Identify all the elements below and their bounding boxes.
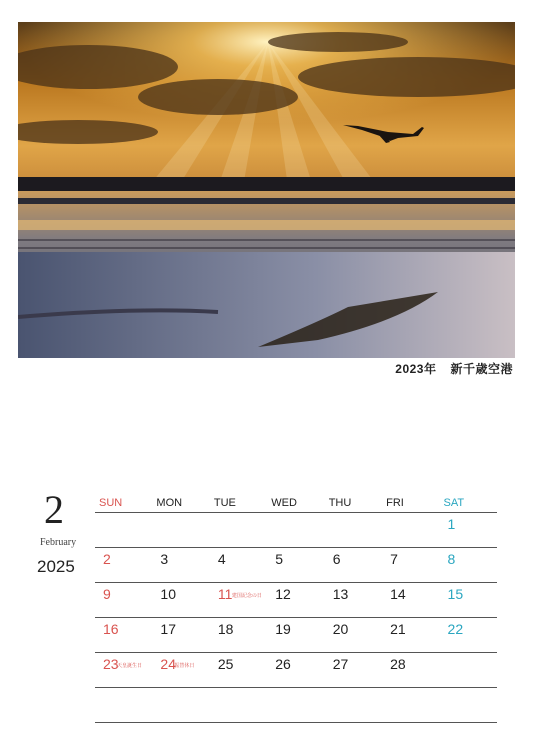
day-cell [210, 513, 267, 547]
day-number: 3 [160, 551, 169, 567]
day-number: 17 [160, 621, 176, 637]
day-cell [325, 688, 382, 722]
day-number: 16 [103, 621, 119, 637]
calendar-week [95, 618, 497, 653]
calendar-week [95, 548, 497, 583]
day-cell [325, 513, 382, 547]
day-cell [210, 583, 267, 617]
day-cell [210, 618, 267, 652]
calendar-grid [95, 494, 497, 723]
weekday-thu: THU [328, 497, 352, 509]
day-cell [152, 618, 209, 652]
weekday-tue: TUE [213, 497, 236, 509]
day-number: 8 [447, 551, 456, 567]
day-number: 24 [160, 656, 176, 672]
day-cell [267, 548, 324, 582]
day-cell [267, 513, 324, 547]
day-number: 5 [275, 551, 284, 567]
day-cell [382, 583, 439, 617]
day-number: 11 [217, 586, 233, 602]
day-number: 26 [275, 656, 291, 672]
day-cell [382, 688, 439, 722]
photo-caption [395, 360, 513, 377]
day-cell [95, 653, 152, 687]
weekday-fri: FRI [386, 497, 404, 509]
holiday-name: 建国記念の日 [231, 593, 262, 599]
day-cell [152, 688, 209, 722]
caption-year: 2023年 [395, 362, 437, 376]
day-cell [267, 653, 324, 687]
weekday-sat: SAT [443, 497, 465, 509]
day-number: 1 [447, 516, 456, 532]
day-cell [325, 653, 382, 687]
day-number: 22 [447, 621, 464, 637]
day-number: 23 [103, 656, 119, 672]
day-cell [95, 513, 152, 547]
day-cell [152, 548, 209, 582]
day-cell [210, 688, 267, 722]
month-number: 2 [44, 487, 64, 532]
day-cell [382, 653, 439, 687]
day-cell [152, 513, 209, 547]
day-number: 14 [390, 586, 406, 602]
day-number: 20 [332, 621, 349, 637]
day-cell [440, 513, 497, 547]
calendar-weeks [95, 513, 497, 723]
day-cell [152, 583, 209, 617]
day-cell [440, 548, 497, 582]
day-cell [267, 688, 324, 722]
calendar-week [95, 513, 497, 548]
day-number: 9 [103, 586, 111, 602]
day-number: 2 [103, 551, 111, 567]
day-number: 7 [390, 551, 398, 567]
day-cell [95, 618, 152, 652]
day-cell [152, 653, 209, 687]
day-number: 27 [332, 656, 349, 672]
day-cell [382, 548, 439, 582]
calendar-week [95, 583, 497, 618]
day-number: 19 [275, 621, 291, 637]
day-number: 21 [390, 621, 406, 637]
day-cell [95, 583, 152, 617]
day-cell [325, 618, 382, 652]
weekday-header [95, 494, 497, 513]
day-number: 15 [447, 586, 464, 602]
day-number: 10 [160, 586, 176, 602]
day-cell [95, 688, 152, 722]
day-cell [267, 583, 324, 617]
day-cell [325, 583, 382, 617]
holiday-name: 天皇誕生日 [117, 663, 143, 669]
day-cell [267, 618, 324, 652]
day-cell [382, 618, 439, 652]
day-cell [325, 548, 382, 582]
day-number: 25 [217, 656, 234, 672]
weekday-mon: MON [156, 497, 183, 509]
day-cell [440, 653, 497, 687]
day-cell [382, 513, 439, 547]
day-number: 12 [275, 586, 291, 602]
day-cell [210, 548, 267, 582]
day-cell [440, 618, 497, 652]
caption-place: 新千歳空港 [450, 362, 513, 376]
day-number: 13 [332, 586, 349, 602]
day-number: 4 [217, 551, 226, 567]
month-name: February [40, 537, 77, 548]
day-number: 28 [390, 656, 406, 672]
photo [18, 22, 515, 358]
calendar-year: 2025 [37, 557, 75, 576]
holiday-name: 振替休日 [174, 663, 195, 669]
day-number: 6 [332, 551, 341, 567]
day-cell [440, 688, 497, 722]
weekday-wed: WED [271, 497, 297, 509]
day-cell [440, 583, 497, 617]
calendar-week [95, 688, 497, 723]
airport-sunset-photo [18, 22, 515, 358]
calendar-week [95, 653, 497, 688]
day-number: 18 [217, 621, 234, 637]
day-cell [210, 653, 267, 687]
weekday-sun: SUN [99, 497, 123, 509]
day-cell [95, 548, 152, 582]
